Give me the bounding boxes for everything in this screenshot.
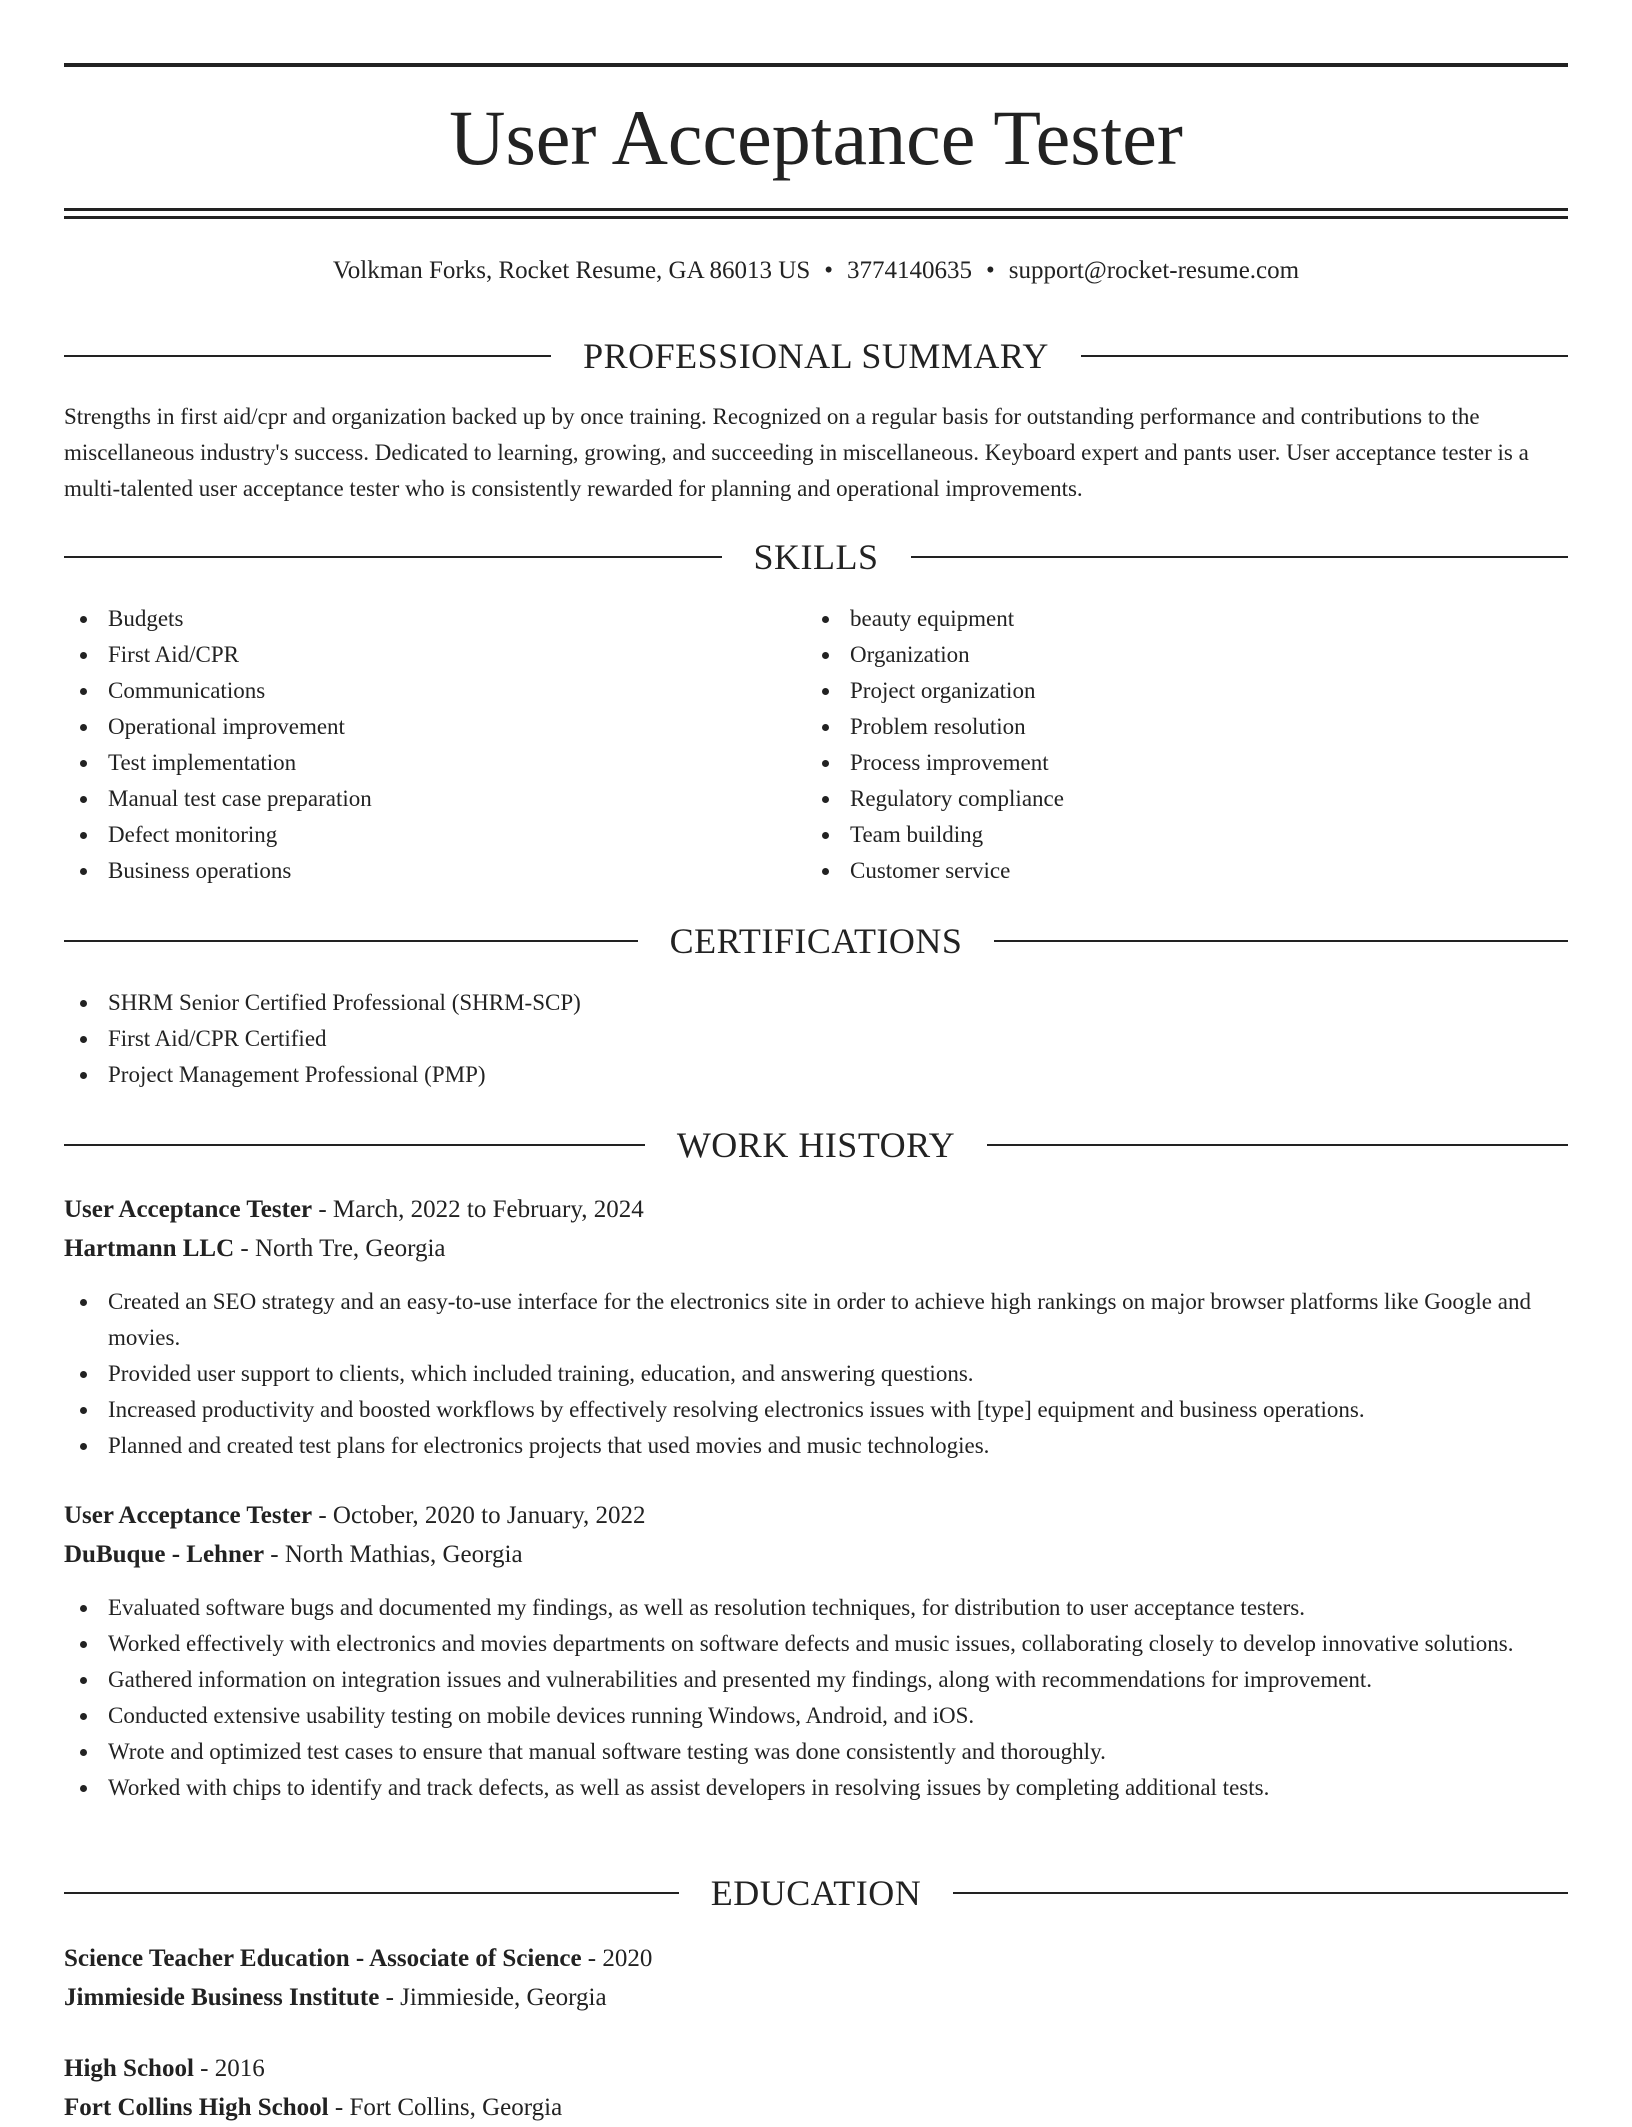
header-top-rule bbox=[64, 63, 1568, 67]
education-location: - Fort Collins, Georgia bbox=[328, 2094, 563, 2121]
job-location: - North Tre, Georgia bbox=[234, 1235, 446, 1262]
header-double-rule-upper bbox=[64, 208, 1568, 211]
certification-item: SHRM Senior Certified Professional (SHRM-SCP) bbox=[64, 985, 1568, 1021]
skill-item: Manual test case preparation bbox=[64, 781, 804, 817]
summary-text: Strengths in first aid/cpr and organization backed up by once training. Recognized on a regular basis for outstanding performance and contributions to the miscellaneous industry's success. Dedicated to learning, growing, and succeeding in miscellaneous. Keyboard expert and pants user. User acceptance tester is a multi-talented user acceptance tester who is consistently rewarded for planning and operational improvements. bbox=[64, 404, 1529, 501]
section-heading-certifications bbox=[64, 919, 1568, 963]
certification-item: Project Management Professional (PMP) bbox=[64, 1057, 1568, 1093]
certifications-list bbox=[64, 985, 1568, 1093]
section-title-work: WORK HISTORY bbox=[676, 1125, 956, 1165]
section-title-certifications: CERTIFICATIONS bbox=[669, 921, 963, 961]
heading-rule-left bbox=[64, 940, 638, 942]
job-bullet: Wrote and optimized test cases to ensure that manual software testing was done consistently and thoroughly. bbox=[64, 1734, 1568, 1770]
job-bullet: Gathered information on integration issues and vulnerabilities and presented my findings, along with recommendations for improvement. bbox=[64, 1662, 1568, 1698]
skill-item: Business operations bbox=[64, 853, 804, 889]
education-school: Fort Collins High School bbox=[64, 2094, 329, 2121]
education-location: - Jimmieside, Georgia bbox=[379, 1984, 607, 2011]
job-bullet: Worked with chips to identify and track defects, as well as assist developers in resolving issues by completing additional tests. bbox=[64, 1770, 1568, 1806]
heading-rule-left bbox=[64, 1144, 645, 1146]
contact-email[interactable]: support@rocket-resume.com bbox=[1008, 257, 1300, 284]
skill-item: beauty equipment bbox=[806, 601, 1546, 637]
heading-rule-right bbox=[1081, 355, 1568, 357]
education-year: - 2016 bbox=[193, 2055, 265, 2082]
contact-line bbox=[64, 254, 1568, 288]
skill-item: Budgets bbox=[64, 601, 804, 637]
section-title-summary: PROFESSIONAL SUMMARY bbox=[583, 336, 1049, 376]
skill-item: Organization bbox=[806, 637, 1546, 673]
job-role-line bbox=[64, 1190, 1568, 1229]
job-entry bbox=[64, 1190, 1568, 1268]
heading-rule-left bbox=[64, 355, 551, 357]
section-heading-education bbox=[64, 1871, 1568, 1915]
education-degree: Science Teacher Education - Associate of Science bbox=[64, 1945, 582, 1972]
job-company-line bbox=[64, 1229, 1568, 1268]
education-degree-line bbox=[64, 1939, 1568, 1978]
section-title-skills: SKILLS bbox=[753, 537, 879, 577]
skill-item: Process improvement bbox=[806, 745, 1546, 781]
education-school-line bbox=[64, 1978, 1568, 2017]
skill-item: Communications bbox=[64, 673, 804, 709]
heading-rule-left bbox=[64, 1892, 679, 1894]
education-entry bbox=[64, 1939, 1568, 2017]
job-company-line bbox=[64, 1535, 1568, 1574]
header-double-rule-lower bbox=[64, 216, 1568, 219]
skill-item: Defect monitoring bbox=[64, 817, 804, 853]
job-company: DuBuque - Lehner bbox=[64, 1541, 265, 1568]
heading-rule-right bbox=[911, 556, 1569, 558]
skills-list-left bbox=[64, 601, 804, 889]
job-bullet: Planned and created test plans for electronics projects that used movies and music technologies. bbox=[64, 1428, 1568, 1464]
resume-title: User Acceptance Tester bbox=[449, 94, 1183, 181]
job-bullet: Provided user support to clients, which included training, education, and answering questions. bbox=[64, 1356, 1568, 1392]
skill-item: Customer service bbox=[806, 853, 1546, 889]
skill-item: Operational improvement bbox=[64, 709, 804, 745]
job-entry bbox=[64, 1496, 1568, 1574]
contact-address: Volkman Forks, Rocket Resume, GA 86013 US bbox=[332, 257, 811, 284]
contact-separator: • bbox=[824, 257, 834, 284]
job-bullets bbox=[64, 1284, 1568, 1464]
job-bullet: Conducted extensive usability testing on mobile devices running Windows, Android, and iOS. bbox=[64, 1698, 1568, 1734]
heading-rule-right bbox=[987, 1144, 1568, 1146]
education-school: Jimmieside Business Institute bbox=[64, 1984, 380, 2011]
job-bullets bbox=[64, 1590, 1568, 1806]
education-degree: High School bbox=[64, 2055, 194, 2082]
skill-item: Team building bbox=[806, 817, 1546, 853]
job-bullet: Created an SEO strategy and an easy-to-use interface for the electronics site in order to achieve high rankings on major browser platforms like Google and movies. bbox=[64, 1284, 1568, 1356]
skill-item: Problem resolution bbox=[806, 709, 1546, 745]
job-dates: - March, 2022 to February, 2024 bbox=[312, 1196, 644, 1223]
job-role-line bbox=[64, 1496, 1568, 1535]
skill-item: Project organization bbox=[806, 673, 1546, 709]
skills-list-right bbox=[806, 601, 1546, 889]
section-heading-summary bbox=[64, 334, 1568, 378]
education-degree-line bbox=[64, 2049, 1568, 2088]
section-title-education: EDUCATION bbox=[710, 1873, 922, 1913]
education-school-line bbox=[64, 2088, 1568, 2127]
heading-rule-right bbox=[994, 940, 1568, 942]
job-location: - North Mathias, Georgia bbox=[264, 1541, 523, 1568]
skill-item: First Aid/CPR bbox=[64, 637, 804, 673]
education-entry bbox=[64, 2049, 1568, 2127]
skill-item: Regulatory compliance bbox=[806, 781, 1546, 817]
heading-rule-right bbox=[953, 1892, 1568, 1894]
job-role: User Acceptance Tester bbox=[64, 1502, 313, 1529]
certification-item: First Aid/CPR Certified bbox=[64, 1021, 1568, 1057]
contact-phone: 3774140635 bbox=[847, 257, 973, 284]
heading-rule-left bbox=[64, 556, 722, 558]
job-company: Hartmann LLC bbox=[64, 1235, 235, 1262]
skill-item: Test implementation bbox=[64, 745, 804, 781]
job-dates: - October, 2020 to January, 2022 bbox=[312, 1502, 646, 1529]
job-bullet: Evaluated software bugs and documented my findings, as well as resolution techniques, for distribution to user acceptance testers. bbox=[64, 1590, 1568, 1626]
education-year: - 2020 bbox=[581, 1945, 653, 1972]
job-role: User Acceptance Tester bbox=[64, 1196, 313, 1223]
contact-separator: • bbox=[986, 257, 995, 284]
section-heading-skills bbox=[64, 535, 1568, 579]
job-bullet: Increased productivity and boosted workflows by effectively resolving electronics issues with [type] equipment and business operations. bbox=[64, 1392, 1568, 1428]
section-heading-work bbox=[64, 1123, 1568, 1167]
job-bullet: Worked effectively with electronics and movies departments on software defects and music issues, collaborating closely to develop innovative solutions. bbox=[64, 1626, 1568, 1662]
